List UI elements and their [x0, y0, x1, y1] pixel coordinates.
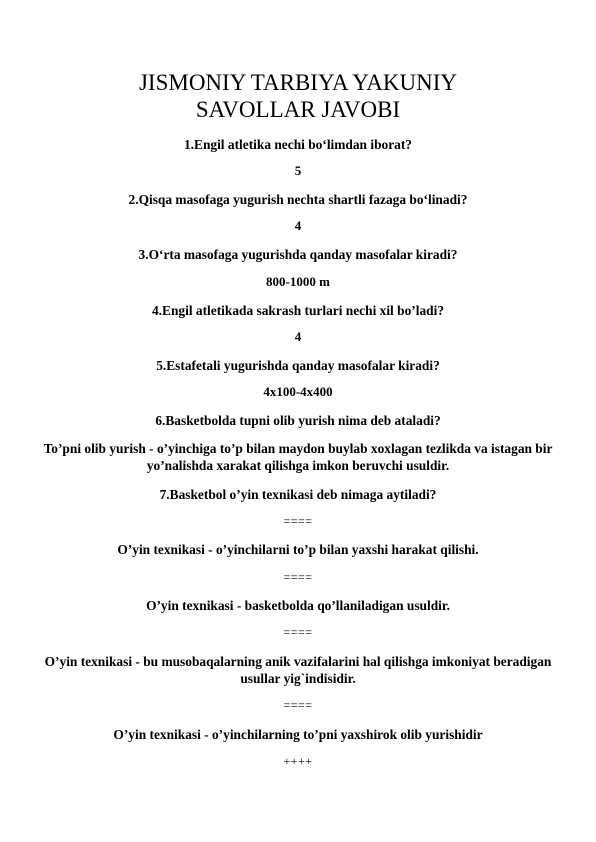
- question-4: 4.Engil atletikada sakrash turlari nechi xil bo’ladi?: [151, 303, 445, 318]
- question-7: 7.Basketbol o’yin texnikasi deb nimaga aytiladi?: [159, 487, 437, 502]
- option-separator: ====: [283, 698, 313, 712]
- document-title-line-1: JISMONIY TARBIYA YAKUNIY: [138, 70, 458, 95]
- option-1: O’yin texnikasi - o’yinchilarni to’p bilan yaxshi harakat qilishi.: [117, 542, 479, 557]
- option-4: O’yin texnikasi - o’yinchilarning to’pni yaxshirok olib yurishidir: [113, 727, 483, 742]
- answer-5: 4x100-4x400: [263, 384, 333, 399]
- question-1: 1.Engil atletika nechi bo‘limdan iborat?: [183, 137, 413, 152]
- option-separator: ====: [283, 570, 313, 584]
- answer-2: 4: [294, 218, 302, 233]
- question-6: 6.Basketbolda tupni olib yurish nima deb ataladi?: [155, 413, 441, 428]
- option-2: O’yin texnikasi - basketbolda qo’llaniladigan usuldir.: [146, 598, 450, 613]
- answer-1: 5: [294, 163, 302, 178]
- option-3: O’yin texnikasi - bu musobaqalarning anik vazifalarini hal qilishga imkoniyat beradigan usullar yig`indisidir.: [44, 654, 552, 686]
- option-separator: ====: [283, 514, 313, 528]
- question-2: 2.Qisqa masofaga yugurish nechta shartli fazaga bo‘linadi?: [128, 192, 468, 207]
- option-separator: ====: [283, 625, 313, 639]
- answer-6: To’pni olib yurish - o’yinchiga to’p bilan maydon buylab xoxlagan tezlikda va istagan bir yo’nalishda xarakat qilishga imkon beruvchi usuldir.: [43, 441, 553, 473]
- answer-3: 800-1000 m: [266, 274, 330, 289]
- answer-4: 4: [294, 329, 302, 344]
- question-5: 5.Estafetali yugurishda qanday masofalar kiradi?: [156, 358, 440, 373]
- document-title-line-2: SAVOLLAR JAVOBI: [195, 97, 401, 122]
- question-3: 3.O‘rta masofaga yugurishda qanday masofalar kiradi?: [138, 247, 458, 262]
- correct-marker: ++++: [283, 754, 313, 768]
